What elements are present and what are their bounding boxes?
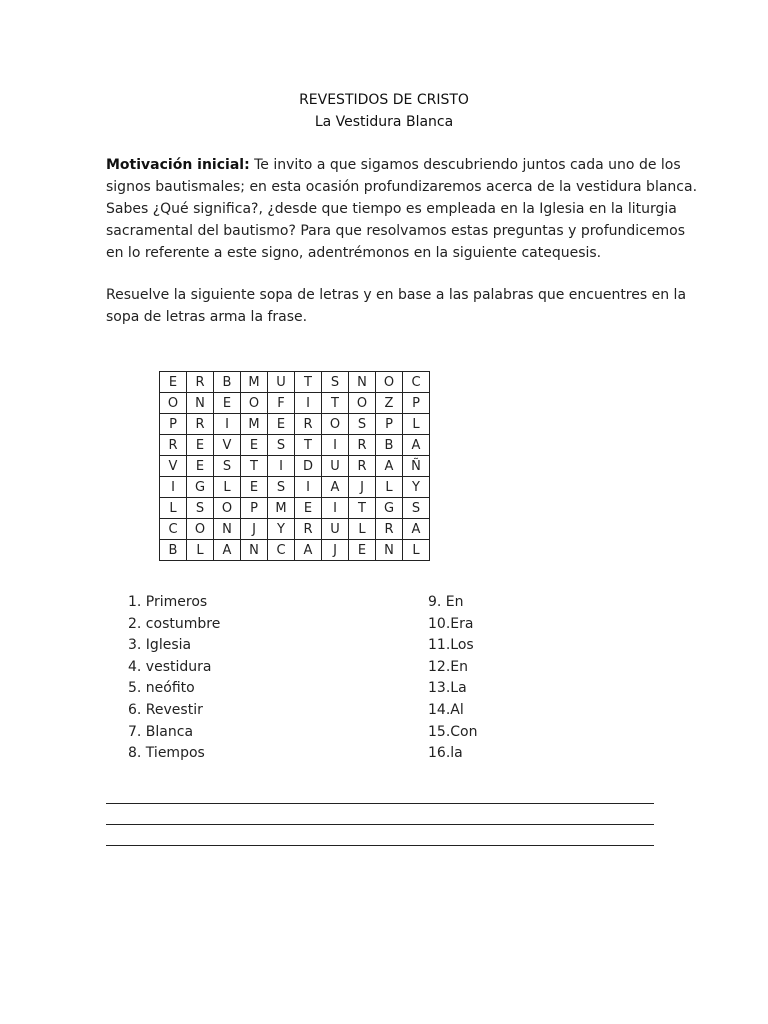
- word-list-item: 3. Iglesia: [128, 637, 192, 654]
- grid-cell[interactable]: U: [322, 456, 349, 477]
- word-list-item: 15.Con: [428, 723, 478, 740]
- motivation-label: Motivación inicial:: [106, 157, 250, 173]
- word-list-item: 7. Blanca: [128, 723, 194, 740]
- grid-cell[interactable]: E: [160, 372, 187, 393]
- grid-cell[interactable]: C: [268, 540, 295, 561]
- grid-cell[interactable]: O: [376, 372, 403, 393]
- grid-cell[interactable]: M: [241, 372, 268, 393]
- grid-cell[interactable]: O: [160, 393, 187, 414]
- grid-cell[interactable]: S: [403, 498, 430, 519]
- grid-cell[interactable]: N: [187, 393, 214, 414]
- motivation-line-4: sacramental del bautismo? Para que resolvamos estas preguntas y profundicemos: [106, 223, 686, 239]
- grid-cell[interactable]: V: [160, 456, 187, 477]
- grid-cell[interactable]: P: [160, 414, 187, 435]
- grid-cell[interactable]: R: [160, 435, 187, 456]
- grid-cell[interactable]: N: [241, 540, 268, 561]
- grid-cell[interactable]: R: [349, 435, 376, 456]
- grid-cell[interactable]: J: [349, 477, 376, 498]
- grid-cell[interactable]: P: [403, 393, 430, 414]
- motivation-text: Te invito a que sigamos descubriendo juntos cada uno de los: [249, 157, 681, 173]
- grid-cell[interactable]: P: [241, 498, 268, 519]
- grid-cell[interactable]: U: [268, 372, 295, 393]
- grid-cell[interactable]: I: [268, 456, 295, 477]
- grid-cell[interactable]: S: [322, 372, 349, 393]
- grid-cell[interactable]: L: [187, 540, 214, 561]
- grid-cell[interactable]: G: [187, 477, 214, 498]
- grid-cell[interactable]: T: [295, 372, 322, 393]
- grid-cell[interactable]: D: [295, 456, 322, 477]
- grid-cell[interactable]: L: [376, 477, 403, 498]
- word-search-grid: [159, 371, 430, 561]
- grid-cell[interactable]: T: [241, 456, 268, 477]
- grid-cell[interactable]: C: [403, 372, 430, 393]
- grid-cell[interactable]: R: [187, 372, 214, 393]
- grid-row: [160, 435, 430, 456]
- grid-cell[interactable]: A: [376, 456, 403, 477]
- grid-cell[interactable]: R: [376, 519, 403, 540]
- grid-cell[interactable]: M: [241, 414, 268, 435]
- grid-cell[interactable]: E: [187, 456, 214, 477]
- grid-cell[interactable]: O: [241, 393, 268, 414]
- grid-row: [160, 456, 430, 477]
- grid-cell[interactable]: E: [349, 540, 376, 561]
- grid-cell[interactable]: I: [160, 477, 187, 498]
- motivation-line-1: [106, 154, 681, 176]
- word-list-item: 2. costumbre: [128, 615, 221, 632]
- grid-row: [160, 414, 430, 435]
- grid-row: [160, 372, 430, 393]
- grid-cell[interactable]: N: [376, 540, 403, 561]
- word-list-left: [128, 592, 220, 765]
- grid-cell[interactable]: Z: [376, 393, 403, 414]
- word-list-item: 13.La: [428, 680, 467, 697]
- word-list-item: 12.En: [428, 658, 468, 675]
- grid-row: [160, 393, 430, 414]
- grid-cell[interactable]: F: [268, 393, 295, 414]
- grid-cell[interactable]: E: [241, 477, 268, 498]
- grid-cell[interactable]: J: [322, 540, 349, 561]
- word-list-item: 8. Tiempos: [128, 745, 205, 762]
- grid-row: [160, 540, 430, 561]
- word-list-item: 16.la: [428, 745, 463, 762]
- grid-cell[interactable]: A: [403, 435, 430, 456]
- grid-cell[interactable]: L: [214, 477, 241, 498]
- document-subtitle: La Vestidura Blanca: [314, 114, 454, 130]
- grid-cell[interactable]: M: [268, 498, 295, 519]
- word-list-item: 5. neófito: [128, 680, 195, 697]
- grid-cell[interactable]: O: [322, 414, 349, 435]
- grid-cell[interactable]: I: [214, 414, 241, 435]
- grid-cell[interactable]: V: [214, 435, 241, 456]
- word-list-item: 14.Al: [428, 701, 464, 718]
- document-title: REVESTIDOS DE CRISTO: [299, 92, 469, 108]
- grid-cell[interactable]: L: [160, 498, 187, 519]
- grid-cell[interactable]: P: [376, 414, 403, 435]
- grid-cell[interactable]: O: [214, 498, 241, 519]
- grid-cell[interactable]: R: [295, 414, 322, 435]
- instructions-line-2: sopa de letras arma la frase.: [106, 309, 308, 325]
- grid-cell[interactable]: T: [349, 498, 376, 519]
- grid-row: [160, 477, 430, 498]
- grid-cell[interactable]: S: [268, 435, 295, 456]
- answer-line-2[interactable]: [106, 824, 654, 825]
- grid-cell[interactable]: U: [322, 519, 349, 540]
- grid-cell[interactable]: B: [214, 372, 241, 393]
- motivation-line-3: Sabes ¿Qué significa?, ¿desde que tiempo es empleada en la Iglesia en la liturgia: [106, 201, 677, 217]
- grid-cell[interactable]: N: [214, 519, 241, 540]
- grid-cell[interactable]: R: [187, 414, 214, 435]
- grid-cell[interactable]: O: [187, 519, 214, 540]
- motivation-line-2: signos bautismales; en esta ocasión profundizaremos acerca de la vestidura blanca.: [106, 179, 698, 195]
- grid-cell[interactable]: I: [295, 393, 322, 414]
- word-list-item: 10.Era: [428, 615, 474, 632]
- grid-row: [160, 498, 430, 519]
- word-list-right: [428, 592, 477, 765]
- grid-cell[interactable]: A: [214, 540, 241, 561]
- grid-cell[interactable]: B: [376, 435, 403, 456]
- word-list-item: 9. En: [428, 594, 464, 610]
- word-list-item: 11.Los: [428, 637, 474, 654]
- motivation-paragraph: [106, 154, 698, 264]
- grid-cell[interactable]: T: [322, 393, 349, 414]
- grid-cell[interactable]: L: [349, 519, 376, 540]
- word-list-item: 1. Primeros: [128, 594, 208, 610]
- grid-cell[interactable]: E: [268, 414, 295, 435]
- grid-cell[interactable]: L: [403, 540, 430, 561]
- grid-cell[interactable]: Y: [403, 477, 430, 498]
- answer-line-3[interactable]: [106, 845, 654, 846]
- instructions-paragraph: [106, 284, 687, 328]
- grid-cell[interactable]: E: [241, 435, 268, 456]
- grid-cell[interactable]: S: [268, 477, 295, 498]
- grid-cell[interactable]: Y: [268, 519, 295, 540]
- grid-cell[interactable]: B: [160, 540, 187, 561]
- grid-cell[interactable]: G: [376, 498, 403, 519]
- grid-cell[interactable]: A: [322, 477, 349, 498]
- grid-cell[interactable]: J: [241, 519, 268, 540]
- grid-cell[interactable]: S: [349, 414, 376, 435]
- grid-cell[interactable]: T: [295, 435, 322, 456]
- grid-cell[interactable]: R: [349, 456, 376, 477]
- grid-cell[interactable]: A: [295, 540, 322, 561]
- grid-cell[interactable]: E: [187, 435, 214, 456]
- grid-cell[interactable]: N: [349, 372, 376, 393]
- grid-cell[interactable]: E: [295, 498, 322, 519]
- grid-cell[interactable]: I: [295, 477, 322, 498]
- grid-cell[interactable]: R: [295, 519, 322, 540]
- word-list-item: 4. vestidura: [128, 658, 212, 675]
- grid-cell[interactable]: E: [214, 393, 241, 414]
- instructions-line-1: Resuelve la siguiente sopa de letras y en base a las palabras que encuentres en la: [106, 287, 687, 303]
- answer-line-1[interactable]: [106, 803, 654, 804]
- grid-cell[interactable]: O: [349, 393, 376, 414]
- grid-cell[interactable]: S: [214, 456, 241, 477]
- grid-cell[interactable]: Ñ: [403, 456, 430, 477]
- grid-cell[interactable]: C: [160, 519, 187, 540]
- grid-cell[interactable]: A: [403, 519, 430, 540]
- word-list-item: 6. Revestir: [128, 701, 203, 718]
- grid-cell[interactable]: S: [187, 498, 214, 519]
- grid-cell[interactable]: I: [322, 498, 349, 519]
- grid-cell[interactable]: L: [403, 414, 430, 435]
- grid-cell[interactable]: I: [322, 435, 349, 456]
- motivation-line-5: en lo referente a este signo, adentrémonos en la siguiente catequesis.: [106, 245, 602, 261]
- grid-row: [160, 519, 430, 540]
